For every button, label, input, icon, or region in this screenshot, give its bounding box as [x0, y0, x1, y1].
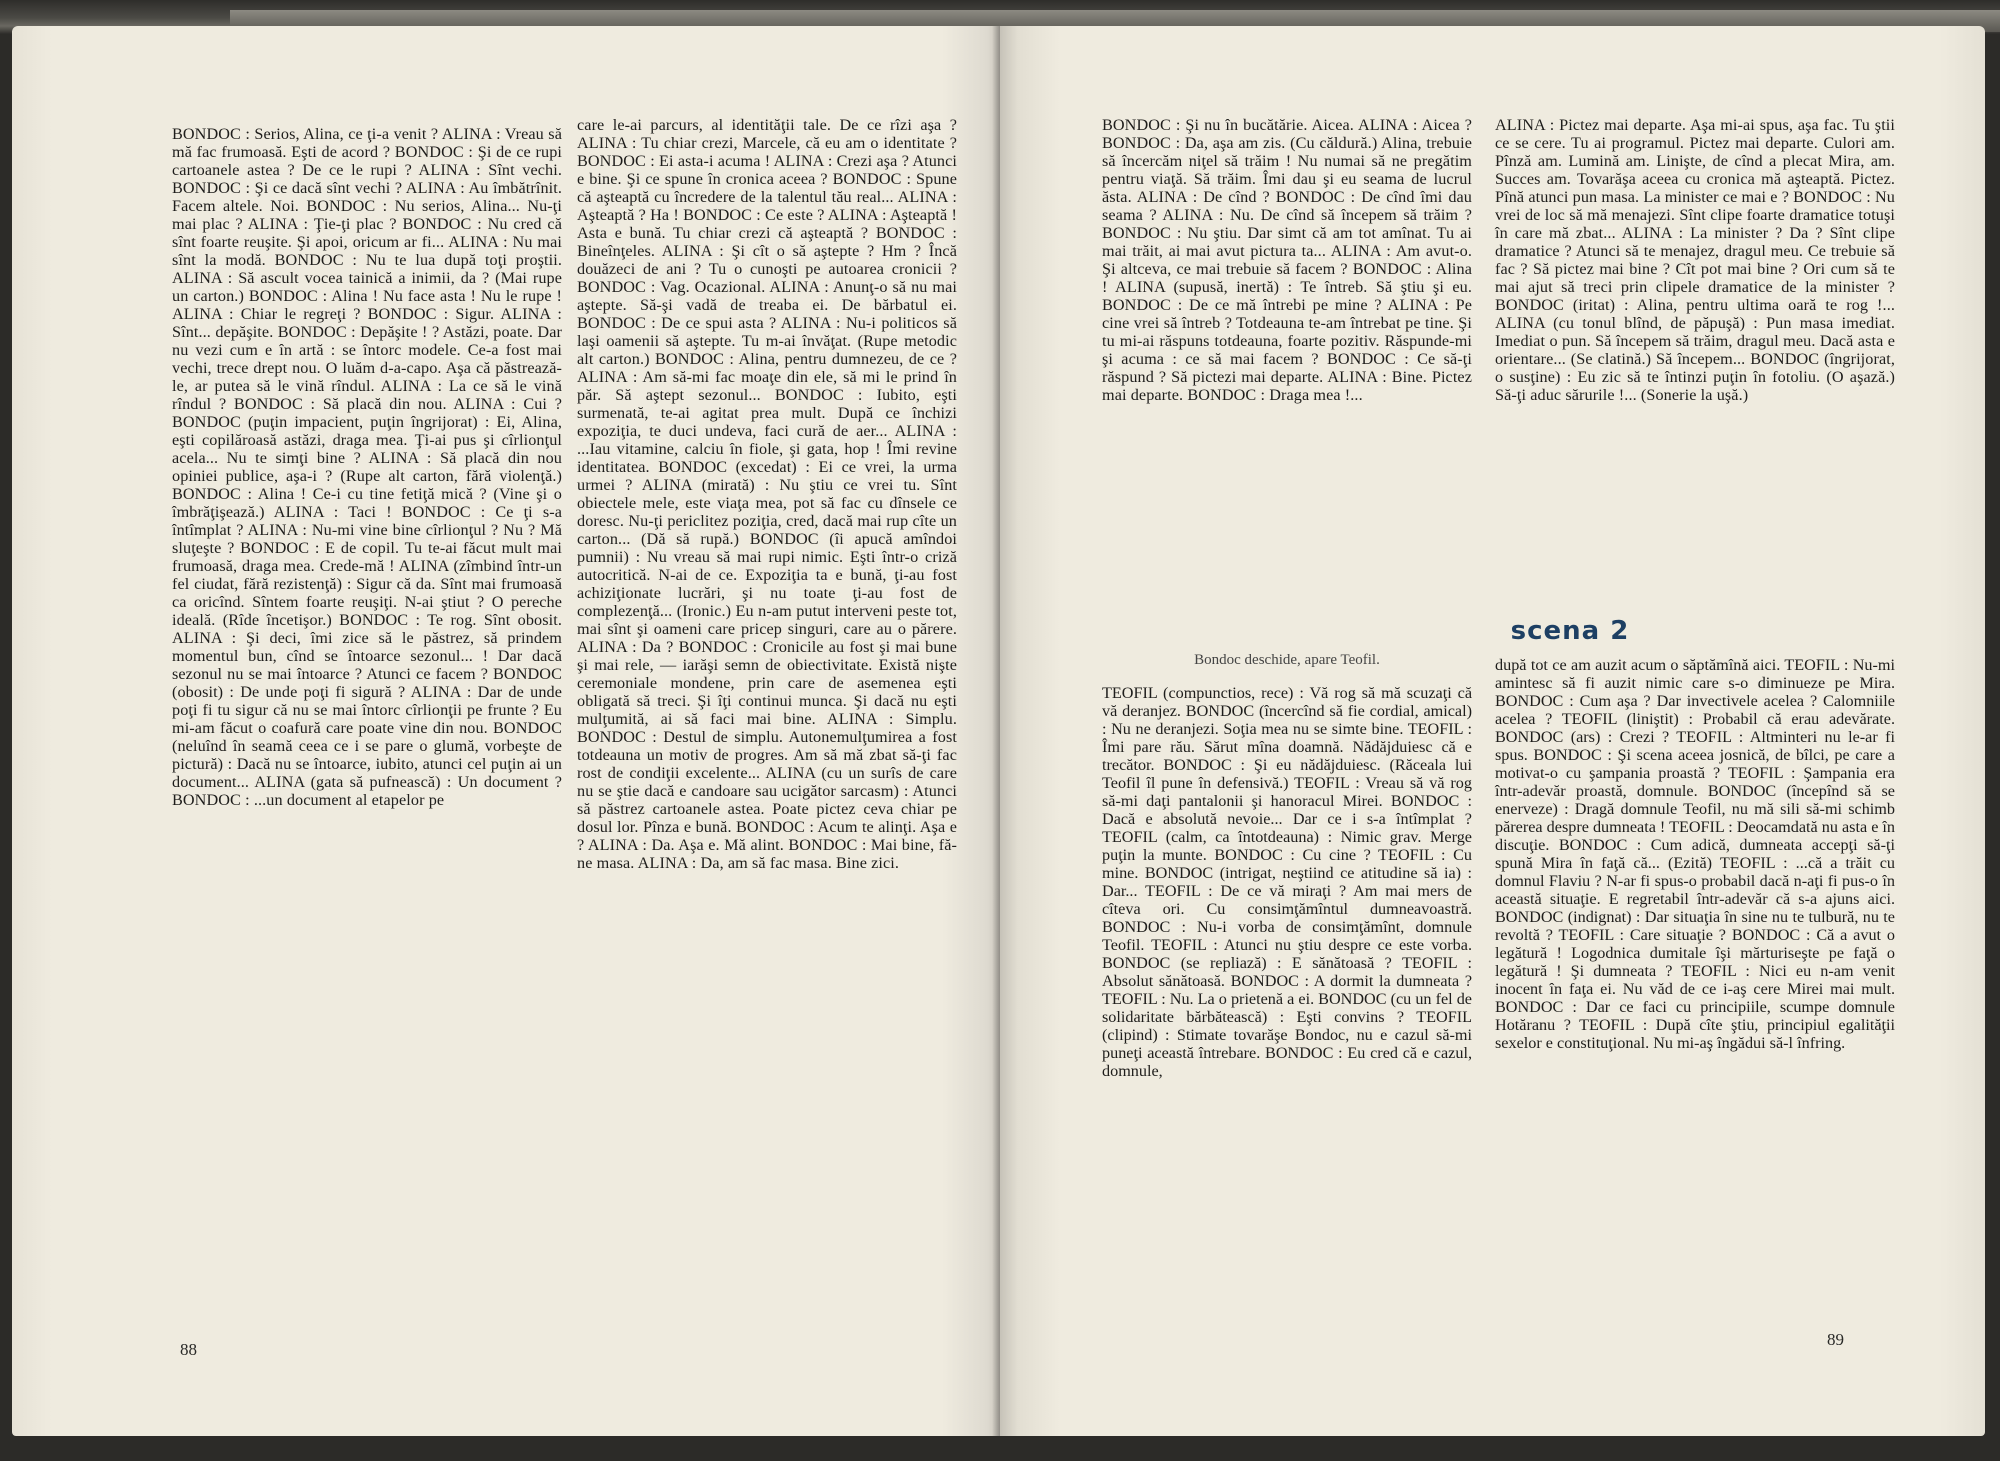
page-number-left: 88 — [180, 1340, 197, 1359]
page-number-right: 89 — [1827, 1330, 1844, 1349]
left-page-column-1: BONDOC : Serios, Alina, ce ţi-a venit ? ALINA : Vreau să mă fac frumoasă. Eşti de acord ? BONDOC : Şi de ce rupi cartoanele astea ? De ce le rupi ? ALINA : Sînt vechi. BONDOC : Şi ce dacă sînt vechi ? ALINA : Au îmbătrînit. Facem altele. Noi. BONDOC : Nu serios, Alina... Nu-ţi mai plac ? ALINA : Ţie-ţi plac ? BONDOC : Nu cred că sînt foarte reuşite. Şi apoi, oricum ar fi... ALINA : Nu mai sînt la modă. BONDOC : Nu te lua după toţi proştii. ALINA : Să ascult vocea tainică a inimii, da ? (Mai rupe un carton.) BONDOC : Alina ! Nu face asta ! Nu le rupe ! ALINA : Chiar le regreţi ? BONDOC : Sigur. ALINA : Sînt... depăşite. BONDOC : Depăşite ! ? Astăzi, poate. Dar nu vezi cum e în artă : se întorc modele. Ce-a fost mai vechi, trece drept nou. O luăm d-a-capo. Aşa că păstrează-le, ar putea să le vină rîndul. ALINA : La ce să le vină rîndul ? BONDOC : Să placă din nou. ALINA : Cui ? BONDOC (puţin impacient, puţin îngrijorat) : Ei, Alina, eşti copilăroasă astăzi, draga mea. Ţi-ai pus şi cîrlionţul acela... Nu te simţi bine ? ALINA : Să placă din nou opiniei publice, aşa-i ? (Rupe alt carton, fără violenţă.) BONDOC : Alina ! Ce-i cu tine fetiţă mică ? (Vine şi o îmbrăţişează.) ALINA : Taci ! BONDOC : Ce ţi s-a întîmplat ? ALINA : Nu-mi vine bine cîrlionţul ? Nu ? Mă sluţeşte ? BONDOC : E de copil. Tu te-ai făcut mult mai frumoasă, draga mea. Crede-mă ! ALINA (zîmbind într-un fel ciudat, fără rezistenţă) : Sigur că da. Sînt mai frumoasă ca oricînd. Sîntem foarte reuşiţi. N-ai ştiut ? O pereche ideală. (Rîde încetişor.) BONDOC : Te rog. Sînt obosit. ALINA : Şi deci, îmi zice să le păstrez, să prindem momentul bun, cînd se întoarce sezonul... ! Dar dacă sezonul nu se mai întoarce ? Atunci ce facem ? BONDOC (obosit) : De unde poţi fi sigură ? ALINA : Dar de unde poţi fi tu sigur că nu se mai întorc cîrlionţii pe frunte ? Eu mi-am făcut o coafură care poate vine din nou. BONDOC (neluînd în seamă ceea ce i se pare o glumă, vorbeşte de pictură) : Dacă nu se întoarce, iubito, atunci cel puţin ai un document... ALINA (gata să pufnească) : Un document ? BONDOC : ...un document al etapelor pe — [172, 125, 562, 809]
left-page — [12, 26, 1000, 1436]
right-page-column-2: ALINA : Pictez mai departe. Aşa mi-ai spus, aşa fac. Tu ştii ce se cere. Tu ai programul. Pictez mai departe. Culori am. Pînză am. Lumină am. Linişte, de cînd a plecat Mira, am. Succes am. Tovarăşa aceea cu cronica mă aşteaptă. Pictez. Pînă atunci pun masa. La minister ce mai e ? BONDOC : Nu vrei de loc să mă menajezi. Sînt clipe foarte dramatice totuşi în care mă zbat... ALINA : La minister ? Da ? Sînt clipe dramatice ? Atunci să te menajez, dragul meu. Ce trebuie să fac ? Să pictez mai bine ? Cît pot mai bine ? Ori cum să te mai ajut să treci prin clipele dramatice de la minister ? BONDOC (iritat) : Alina, pentru ultima oară te rog !... ALINA (cu tonul blînd, de păpuşă) : Pun masa imediat. Imediat o pun. Să începem să trăim, dragul meu. Dacă asta e orientare... (Se clatină.) Să începem... BONDOC (îngrijorat, o susţine) : Eu zic să te întinzi puţin în fotoliu. (O aşază.) Să-ţi aduc sărurile !... (Sonerie la uşă.) — [1495, 116, 1895, 404]
stage-direction: Bondoc deschide, apare Teofil. — [1194, 652, 1380, 668]
right-page — [1000, 26, 1985, 1436]
left-page-column-2: care le-ai parcurs, al identităţii tale. De ce rîzi aşa ? ALINA : Tu chiar crezi, Marcele, că eu am o identitate ? BONDOC : Ei asta-i acuma ! ALINA : Crezi aşa ? Atunci e bine. Şi ce spune în cronica aceea ? BONDOC : Spune că aşteaptă cu încredere de la talentul tău real... ALINA : Aşteaptă ? Ha ! BONDOC : Ce este ? ALINA : Aşteaptă ! Asta e bună. Tu chiar crezi că aşteaptă ? BONDOC : Bineînţeles. ALINA : Şi cît o să aştepte ? Hm ? Încă douăzeci de ani ? Tu o cunoşti pe autoarea cronicii ? BONDOC : Vag. Ocazional. ALINA : Anunţ-o să nu mai aştepte. Să-şi vadă de treaba ei. De bărbatul ei. BONDOC : De ce spui asta ? ALINA : Nu-i politicos să laşi oamenii să aştepte. Tu m-ai învăţat. (Rupe metodic alt carton.) BONDOC : Alina, pentru dumnezeu, de ce ? ALINA : Am să-mi fac moaţe din ele, să mi le prind în păr. Să aştept sezonul... BONDOC : Iubito, eşti surmenată, te-ai agitat prea mult. După ce închizi expoziţia, te duci undeva, faci cură de aer... ALINA : ...Iau vitamine, calciu în fiole, şi gata, hop ! Îmi revine identitatea. BONDOC (excedat) : Ei ce vrei, la urma urmei ? ALINA (mirată) : Nu ştiu ce vrei tu. Sînt obiectele mele, este viaţa mea, pot să fac cu dînsele ce doresc. Nu-ţi periclitez poziţia, cred, dacă mai rup cîte un carton... (Dă să rupă.) BONDOC (îi apucă amîndoi pumnii) : Nu vreau să mai rupi nimic. Eşti într-o criză autocritică. N-ai de ce. Expoziţia ta e bună, ţi-au fost achiziţionate lucrări, şi nu toate ţi-au fost de complezenţă... (Ironic.) Eu n-am putut interveni peste tot, mai sînt şi oameni care pricep singuri, care au o părere. ALINA : Da ? BONDOC : Cronicile au fost şi mai bune şi mai rele, — iarăşi semn de obiectivitate. Există nişte ceremoniale mondene, prin care de asemenea eşti obligată să treci. Şi îţi continui munca. Şi dacă nu eşti mulţumită, ai să faci mai bine. ALINA : Simplu. BONDOC : Destul de simplu. Autonemulţumirea a fost totdeauna un motiv de progres. Am să mă zbat să-ţi fac rost de condiţii excelente... ALINA (cu un surîs de care nu se ştie dacă e candoare sau ucigător sarcasm) : Atunci să păstrez cartoanele astea. Poate pictez ceva chiar pe dosul lor. Pînza e bună. BONDOC : Acum te alinţi. Aşa e ? ALINA : Da. Aşa e. Mă alint. BONDOC : Mai bine, fă-ne masa. ALINA : Da, am să fac masa. Bine zici. — [577, 116, 957, 872]
right-page-column-2-scene-2: după tot ce am auzit acum o săptămînă aici. TEOFIL : Nu-mi amintesc să fi auzit nimic care s-o diminueze pe Mira. BONDOC : Cum aşa ? Dar invectivele acelea ? Calomniile acelea ? TEOFIL (liniştit) : Probabil că erau adevărate. BONDOC (ars) : Crezi ? TEOFIL : Altminteri nu le-ar fi spus. BONDOC : Şi scena aceea josnică, de bîlci, pe care a motivat-o cu şampania proastă ? TEOFIL : Şampania era într-adevăr proastă, domnule. BONDOC (începînd să se enerveze) : Dragă domnule Teofil, nu mă sili să-mi schimb părerea despre dumneata ! TEOFIL : Deocamdată nu asta e în discuţie. BONDOC : Cum adică, dumneata accepţi să-ţi spună Mira în faţă că... (Ezită) TEOFIL : ...că a trăit cu domnul Flaviu ? N-ar fi spus-o probabil dacă n-aţi fi pus-o în această situaţie. E regretabil într-adevăr că s-a ajuns aici. BONDOC (indignat) : Dar situaţia în sine nu te tulbură, nu te revoltă ? TEOFIL : Care situaţie ? BONDOC : Că a avut o legătură ! Logodnica dumitale îşi mărturiseşte pe faţă o legătură ! Şi dumneata ? TEOFIL : Nici eu n-am venit inocent în faţa ei. Nu văd de ce i-aş cere Mirei mai mult. BONDOC : Dar ce faci cu principiile, scumpe domnule Hotăranu ? TEOFIL : După cîte ştiu, principiul egalităţii sexelor e constituţional. Nu mi-aş îngădui să-l înfring. — [1495, 656, 1896, 1052]
right-page-column-1-scene-2: TEOFIL (compunctios, rece) : Vă rog să mă scuzaţi că vă deranjez. BONDOC (încercînd să fie cordial, amical) : Nu ne deranjezi. Soţia mea nu se simte bine. TEOFIL : Îmi pare rău. Sărut mîna doamnă. Nădăjduiesc că e trecător. BONDOC : Şi eu nădăjduiesc. (Răceala lui Teofil îl pune în defensivă.) TEOFIL : Vreau să vă rog să-mi daţi pantalonii şi hanoracul Mirei. BONDOC : Dacă e absolută nevoie... Dar ce i s-a întîmplat ? TEOFIL (calm, ca întotdeauna) : Nimic grav. Merge puţin la munte. BONDOC : Cu cine ? TEOFIL : Cu mine. BONDOC (intrigat, neştiind ce atitudine să ia) : Dar... TEOFIL : De ce vă miraţi ? Am mai mers de cîteva ori. Cu consimţămîntul dumneavoastră. BONDOC : Nu-i vorba de consimţămînt, domnule Teofil. TEOFIL : Atunci nu ştiu despre ce este vorba. BONDOC (se repliază) : E sănătoasă ? TEOFIL : Absolut sănătoasă. BONDOC : A dormit la dumneata ? TEOFIL : Nu. La o prietenă a ei. BONDOC (cu un fel de solidaritate bărbătească) : Eşti convins ? TEOFIL (clipind) : Stimate tovarăşe Bondoc, nu e cazul să-mi puneţi această întrebare. BONDOC : Eu cred că e cazul, domnule, — [1102, 684, 1472, 1080]
right-page-column-1: BONDOC : Şi nu în bucătărie. Aicea. ALINA : Aicea ? BONDOC : Da, aşa am zis. (Cu căldură.) Alina, trebuie să încercăm niţel să trăim ! Nu numai să ne pregătim pentru viaţă. Să trăim. Îmi dau şi eu seama de lucrul ăsta. ALINA : De cînd ? BONDOC : De cînd îmi dau seama ? ALINA : Nu. De cînd să începem să trăim ? BONDOC : Nu ştiu. Dar simt că am tot amînat. Tu ai mai trăit, ai mai avut pictura ta... ALINA : Am avut-o. Şi altceva, ce mai trebuie să facem ? BONDOC : Alina ! ALINA (supusă, inertă) : Te întreb. Să ştiu şi eu. BONDOC : De ce mă întrebi pe mine ? ALINA : Pe cine vrei să întreb ? Totdeauna te-am întrebat pe tine. Şi tu mi-ai răspuns totdeauna, foarte pozitiv. Răspunde-mi şi acuma : ce să mai facem ? BONDOC : Ce să-ţi răspund ? Să pictezi mai departe. ALINA : Bine. Pictez mai departe. BONDOC : Draga mea !... — [1102, 116, 1472, 404]
scene-heading: scena 2 — [1510, 616, 1630, 646]
